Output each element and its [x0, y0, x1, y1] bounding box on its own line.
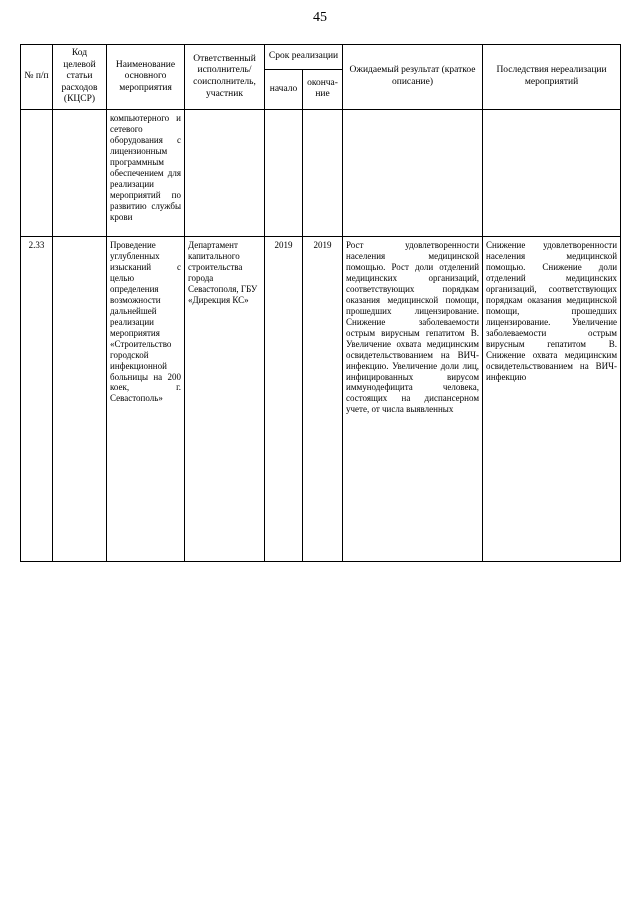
header-kcsr: Код целевой статьи расходов (КЦСР) [53, 45, 107, 110]
header-period: Срок реализации [265, 45, 343, 70]
cell-kcsr [53, 236, 107, 561]
cell-end [303, 109, 343, 236]
cell-result: Рост удовлетворенности населения медицинской помощью. Рост доли отделений медицинских организаций, соответствующих порядкам оказания медицинской помощи, прошедших лицензирование. Снижение заболеваемости острым вирусным гепатитом В. Увеличение охвата медицинским освидетельствованием на ВИЧ-инфекцию. Увеличение доли лиц, инфицированных вирусом иммунодефицита человека, состоящих на диспансерном учете, от числа выявленных [343, 236, 483, 561]
cell-end: 2019 [303, 236, 343, 561]
header-row [21, 45, 621, 70]
page-number: 45 [313, 10, 327, 25]
header-result: Ожидаемый результат (краткое описание) [343, 45, 483, 110]
cell-name: Проведение углубленных изысканий с целью определения возможности дальнейшей реализации мероприятия «Строительство городской инфекционной больницы на 200 коек, г. Севастополь» [107, 236, 185, 561]
table-row [21, 236, 621, 561]
header-num: № п/п [21, 45, 53, 110]
header-responsible: Ответственный исполнитель/ соисполнитель, участник [185, 45, 265, 110]
header-consequences: Последствия нереализации мероприятий [483, 45, 621, 110]
cell-result [343, 109, 483, 236]
cell-kcsr [53, 109, 107, 236]
measures-table [20, 44, 621, 562]
cell-name: компьютерного и сетевого оборудования с лицензионным программным обеспечением для реализации мероприятий по развитию службы крови [107, 109, 185, 236]
table-row [21, 109, 621, 236]
header-name: Наименование основного мероприятия [107, 45, 185, 110]
cell-responsible [185, 109, 265, 236]
cell-num: 2.33 [21, 236, 53, 561]
measures-table-container [20, 44, 620, 562]
cell-start [265, 109, 303, 236]
cell-num [21, 109, 53, 236]
header-end: оконча-ние [303, 69, 343, 109]
cell-responsible: Департамент капитального строительства города Севастополя, ГБУ «Дирекция КС» [185, 236, 265, 561]
cell-start: 2019 [265, 236, 303, 561]
header-start: начало [265, 69, 303, 109]
cell-consequences: Снижение удовлетворенности населения медицинской помощью. Снижение доли отделений медицинских организаций, соответствующих порядкам оказания медицинской помощи, прошедших лицензирование. Увеличение заболеваемости острым вирусным гепатитом В. Снижение охвата медицинским освидетельствованием на ВИЧ-инфекцию [483, 236, 621, 561]
cell-consequences [483, 109, 621, 236]
